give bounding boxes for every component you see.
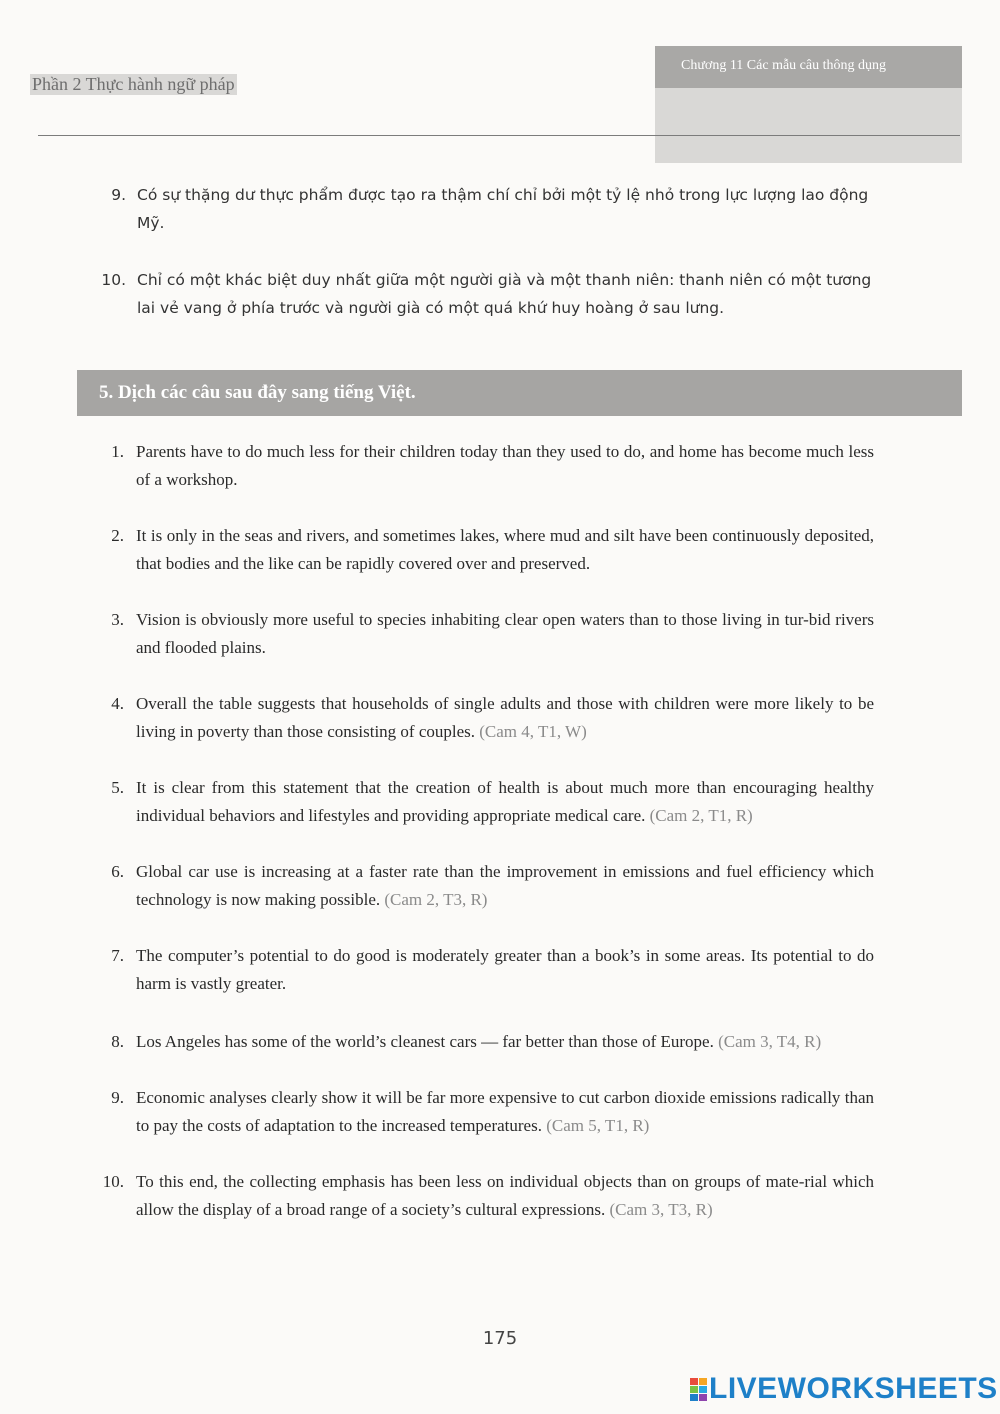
brand-text: LIVEWORKSHEETS [709, 1372, 998, 1405]
exercise-item [100, 606, 874, 662]
item-number: 3. [111, 610, 124, 629]
item-number: 6. [111, 862, 124, 881]
item-source: (Cam 2, T3, R) [384, 890, 488, 909]
item-text: The computer’s potential to do good is moderately greater than a book’s in some areas. Its potential to do harm is vastly greater. [136, 946, 874, 993]
exercise-item [100, 858, 874, 914]
exercise-item [100, 1168, 874, 1224]
item-number: 2. [111, 526, 124, 545]
item-number: 4. [111, 694, 124, 713]
previous-item [100, 266, 880, 322]
part-title: Phần 2 Thực hành ngữ pháp [32, 74, 235, 94]
section-heading-bar [77, 370, 962, 416]
item-source: (Cam 3, T4, R) [718, 1032, 822, 1051]
section-title: 5. Dịch các câu sau đây sang tiếng Việt. [99, 382, 416, 403]
item-source: (Cam 3, T3, R) [609, 1200, 713, 1219]
item-text: Có sự thặng dư thực phẩm được tạo ra thậm chí chỉ bởi một tỷ lệ nhỏ trong lực lượng lao động Mỹ. [137, 186, 869, 232]
item-number: 9. [111, 186, 126, 204]
item-text: Global car use is increasing at a faster rate than the improvement in emissions and fuel efficiency which technology is now making possible. (Cam 2, T3, R) [136, 862, 874, 909]
liveworksheets-brand[interactable] [690, 1372, 998, 1406]
exercise-item [100, 942, 874, 998]
previous-item [100, 181, 880, 237]
item-number: 7. [111, 946, 124, 965]
item-source: (Cam 5, T1, R) [546, 1116, 650, 1135]
item-text: Parents have to do much less for their children today than they used to do, and home has become much less of a workshop. [136, 442, 874, 489]
item-text: To this end, the collecting emphasis has been less on individual objects than on groups of mate-rial which allow the display of a broad range of a society’s cultural expressions. (Cam 3, T3, R) [136, 1172, 874, 1219]
exercise-item [100, 1028, 874, 1056]
item-text: It is only in the seas and rivers, and sometimes lakes, where mud and silt have been continuously deposited, that bodies and the like can be rapidly covered over and preserved. [136, 526, 874, 573]
chapter-header [655, 46, 962, 163]
page-number: 175 [482, 1328, 518, 1349]
chapter-title: Chương 11 Các mẫu câu thông dụng [681, 58, 886, 73]
item-text: Los Angeles has some of the world’s cleanest cars — far better than those of Europe. (Cam 3, T4, R) [136, 1032, 822, 1051]
item-source: (Cam 2, T1, R) [649, 806, 753, 825]
item-number: 10. [101, 271, 126, 289]
header-rule [38, 135, 960, 136]
liveworksheets-logo-icon [690, 1378, 706, 1400]
item-text: Economic analyses clearly show it will be far more expensive to cut carbon dioxide emissions radically than to pay the costs of adaptation to the increased temperatures. (Cam 5, T1, R) [136, 1088, 874, 1135]
item-text: Overall the table suggests that households of single adults and those with children were more likely to be living in poverty than those consisting of couples. (Cam 4, T1, W) [136, 694, 874, 741]
chapter-header-band [655, 46, 962, 88]
item-text: It is clear from this statement that the creation of health is about much more than encouraging healthy individual behaviors and lifestyles and providing appropriate medical care. (Cam 2, T1, R) [136, 778, 874, 825]
item-number: 9. [111, 1088, 124, 1107]
item-number: 5. [111, 778, 124, 797]
item-number: 1. [111, 442, 124, 461]
item-text: Vision is obviously more useful to species inhabiting clear open waters than to those living in tur-bid rivers and flooded plains. [136, 610, 874, 657]
item-text: Chỉ có một khác biệt duy nhất giữa một người già và một thanh niên: thanh niên có một tương lai vẻ vang ở phía trước và người già có một quá khứ huy hoàng ở sau lưng. [137, 271, 872, 317]
exercise-item [100, 522, 874, 578]
item-number: 10. [102, 1172, 124, 1191]
exercise-item [100, 438, 874, 494]
exercise-item [100, 1084, 874, 1140]
item-number: 8. [111, 1032, 124, 1051]
item-source: (Cam 4, T1, W) [479, 722, 587, 741]
exercise-item [100, 690, 874, 746]
exercise-item [100, 774, 874, 830]
